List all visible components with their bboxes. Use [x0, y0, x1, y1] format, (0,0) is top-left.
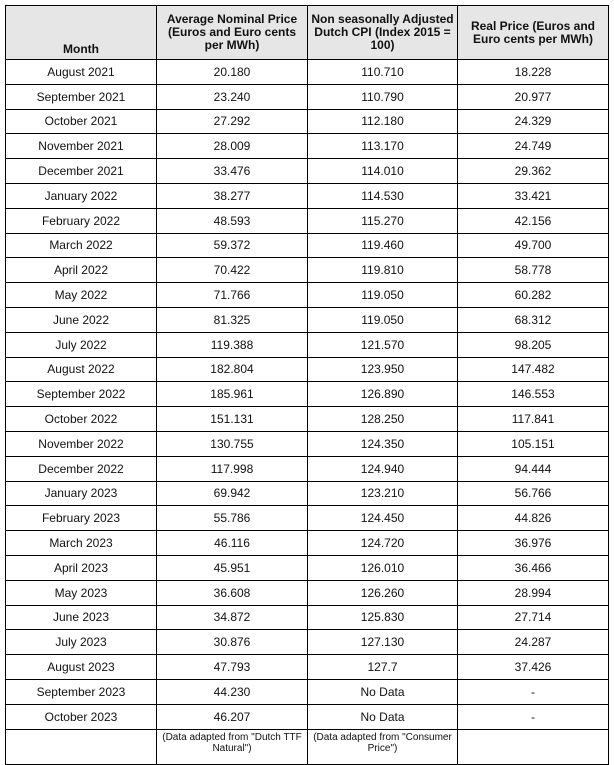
month-cell: September 2023	[6, 679, 157, 704]
month-cell: November 2021	[6, 134, 157, 159]
real-price-cell: 98.205	[458, 332, 609, 357]
month-cell: May 2023	[6, 580, 157, 605]
real-price-cell: 36.466	[458, 555, 609, 580]
source-cpi: (Data adapted from "Consumer Price")	[308, 729, 458, 764]
nominal-price-cell: 38.277	[157, 183, 308, 208]
nominal-price-cell: 23.240	[157, 84, 308, 109]
month-cell: January 2023	[6, 481, 157, 506]
nominal-price-cell: 34.872	[157, 605, 308, 630]
table-row	[6, 208, 609, 233]
cpi-cell: 112.180	[308, 109, 458, 134]
cpi-cell: 124.720	[308, 531, 458, 556]
real-price-cell: 24.749	[458, 134, 609, 159]
nominal-price-cell: 151.131	[157, 407, 308, 432]
real-price-cell: 42.156	[458, 208, 609, 233]
table-row	[6, 382, 609, 407]
source-row	[6, 729, 609, 764]
nominal-price-cell: 55.786	[157, 506, 308, 531]
table-row	[6, 456, 609, 481]
month-cell: February 2022	[6, 208, 157, 233]
real-price-cell: 56.766	[458, 481, 609, 506]
cpi-cell: 119.050	[308, 307, 458, 332]
real-price-cell: -	[458, 704, 609, 729]
real-price-cell: 33.421	[458, 183, 609, 208]
real-price-cell: 37.426	[458, 655, 609, 680]
nominal-price-cell: 182.804	[157, 357, 308, 382]
month-cell: October 2022	[6, 407, 157, 432]
nominal-price-cell: 28.009	[157, 134, 308, 159]
cpi-cell: No Data	[308, 679, 458, 704]
cpi-cell: 126.890	[308, 382, 458, 407]
month-cell: June 2023	[6, 605, 157, 630]
cpi-cell: 127.7	[308, 655, 458, 680]
nominal-price-cell: 117.998	[157, 456, 308, 481]
month-cell: August 2023	[6, 655, 157, 680]
cpi-cell: 119.460	[308, 233, 458, 258]
table-row	[6, 655, 609, 680]
table-row	[6, 159, 609, 184]
table-row	[6, 307, 609, 332]
month-cell: August 2021	[6, 60, 157, 85]
cpi-cell: 123.950	[308, 357, 458, 382]
table-row	[6, 531, 609, 556]
real-price-cell: 147.482	[458, 357, 609, 382]
month-cell: August 2022	[6, 357, 157, 382]
nominal-price-cell: 44.230	[157, 679, 308, 704]
table-row	[6, 407, 609, 432]
cpi-cell: 124.350	[308, 431, 458, 456]
cpi-cell: 127.130	[308, 630, 458, 655]
cpi-cell: 114.530	[308, 183, 458, 208]
month-cell: September 2021	[6, 84, 157, 109]
real-price-cell: 20.977	[458, 84, 609, 109]
nominal-price-cell: 81.325	[157, 307, 308, 332]
cpi-cell: 119.810	[308, 258, 458, 283]
real-price-cell: 68.312	[458, 307, 609, 332]
real-price-cell: 146.553	[458, 382, 609, 407]
cpi-cell: 110.790	[308, 84, 458, 109]
table-row	[6, 630, 609, 655]
header-row	[6, 6, 609, 60]
month-cell: January 2022	[6, 183, 157, 208]
month-cell: October 2021	[6, 109, 157, 134]
table-body	[6, 60, 609, 730]
table-row	[6, 283, 609, 308]
cpi-cell: 124.940	[308, 456, 458, 481]
table-row	[6, 679, 609, 704]
month-cell: March 2023	[6, 531, 157, 556]
month-cell: June 2022	[6, 307, 157, 332]
source-real-price	[458, 729, 609, 764]
nominal-price-cell: 27.292	[157, 109, 308, 134]
nominal-price-cell: 46.207	[157, 704, 308, 729]
month-cell: December 2022	[6, 456, 157, 481]
cpi-cell: 119.050	[308, 283, 458, 308]
cpi-cell: 124.450	[308, 506, 458, 531]
month-cell: November 2022	[6, 431, 157, 456]
nominal-price-cell: 59.372	[157, 233, 308, 258]
nominal-price-cell: 46.116	[157, 531, 308, 556]
table-row	[6, 555, 609, 580]
real-price-cell: 60.282	[458, 283, 609, 308]
table-row	[6, 506, 609, 531]
header-cpi: Non seasonally Adjusted Dutch CPI (Index 2015 = 100)	[308, 6, 458, 60]
source-month	[6, 729, 157, 764]
cpi-cell: 113.170	[308, 134, 458, 159]
cpi-cell: 110.710	[308, 60, 458, 85]
source-nominal-price: (Data adapted from "Dutch TTF Natural")	[157, 729, 308, 764]
month-cell: March 2022	[6, 233, 157, 258]
cpi-cell: 125.830	[308, 605, 458, 630]
month-cell: July 2023	[6, 630, 157, 655]
nominal-price-cell: 70.422	[157, 258, 308, 283]
month-cell: May 2022	[6, 283, 157, 308]
nominal-price-cell: 47.793	[157, 655, 308, 680]
nominal-price-cell: 119.388	[157, 332, 308, 357]
real-price-cell: -	[458, 679, 609, 704]
real-price-cell: 105.151	[458, 431, 609, 456]
table-row	[6, 431, 609, 456]
real-price-cell: 24.329	[458, 109, 609, 134]
table-row	[6, 704, 609, 729]
real-price-cell: 94.444	[458, 456, 609, 481]
cpi-cell: 128.250	[308, 407, 458, 432]
table-row	[6, 60, 609, 85]
table-row	[6, 84, 609, 109]
table-row	[6, 332, 609, 357]
real-price-cell: 44.826	[458, 506, 609, 531]
month-cell: October 2023	[6, 704, 157, 729]
real-price-cell: 27.714	[458, 605, 609, 630]
header-nominal-price: Average Nominal Price (Euros and Euro cents per MWh)	[157, 6, 308, 60]
nominal-price-cell: 30.876	[157, 630, 308, 655]
month-cell: September 2022	[6, 382, 157, 407]
cpi-cell: 121.570	[308, 332, 458, 357]
month-cell: December 2021	[6, 159, 157, 184]
real-price-cell: 36.976	[458, 531, 609, 556]
nominal-price-cell: 69.942	[157, 481, 308, 506]
table-row	[6, 605, 609, 630]
table-row	[6, 481, 609, 506]
real-price-cell: 49.700	[458, 233, 609, 258]
header-month: Month	[6, 6, 157, 60]
table-row	[6, 357, 609, 382]
table-row	[6, 258, 609, 283]
real-price-cell: 117.841	[458, 407, 609, 432]
cpi-cell: 126.010	[308, 555, 458, 580]
table-row	[6, 580, 609, 605]
nominal-price-cell: 33.476	[157, 159, 308, 184]
cpi-cell: 123.210	[308, 481, 458, 506]
month-cell: April 2023	[6, 555, 157, 580]
real-price-cell: 18.228	[458, 60, 609, 85]
table-row	[6, 233, 609, 258]
table-row	[6, 183, 609, 208]
real-price-cell: 24.287	[458, 630, 609, 655]
table-row	[6, 109, 609, 134]
nominal-price-cell: 71.766	[157, 283, 308, 308]
real-price-cell: 28.994	[458, 580, 609, 605]
cpi-cell: No Data	[308, 704, 458, 729]
month-cell: April 2022	[6, 258, 157, 283]
month-cell: February 2023	[6, 506, 157, 531]
nominal-price-cell: 45.951	[157, 555, 308, 580]
header-real-price: Real Price (Euros and Euro cents per MWh)	[458, 6, 609, 60]
table-row	[6, 134, 609, 159]
nominal-price-cell: 130.755	[157, 431, 308, 456]
cpi-cell: 115.270	[308, 208, 458, 233]
nominal-price-cell: 48.593	[157, 208, 308, 233]
real-price-cell: 58.778	[458, 258, 609, 283]
real-price-cell: 29.362	[458, 159, 609, 184]
nominal-price-cell: 36.608	[157, 580, 308, 605]
nominal-price-cell: 185.961	[157, 382, 308, 407]
price-table	[5, 5, 609, 765]
cpi-cell: 114.010	[308, 159, 458, 184]
cpi-cell: 126.260	[308, 580, 458, 605]
nominal-price-cell: 20.180	[157, 60, 308, 85]
month-cell: July 2022	[6, 332, 157, 357]
